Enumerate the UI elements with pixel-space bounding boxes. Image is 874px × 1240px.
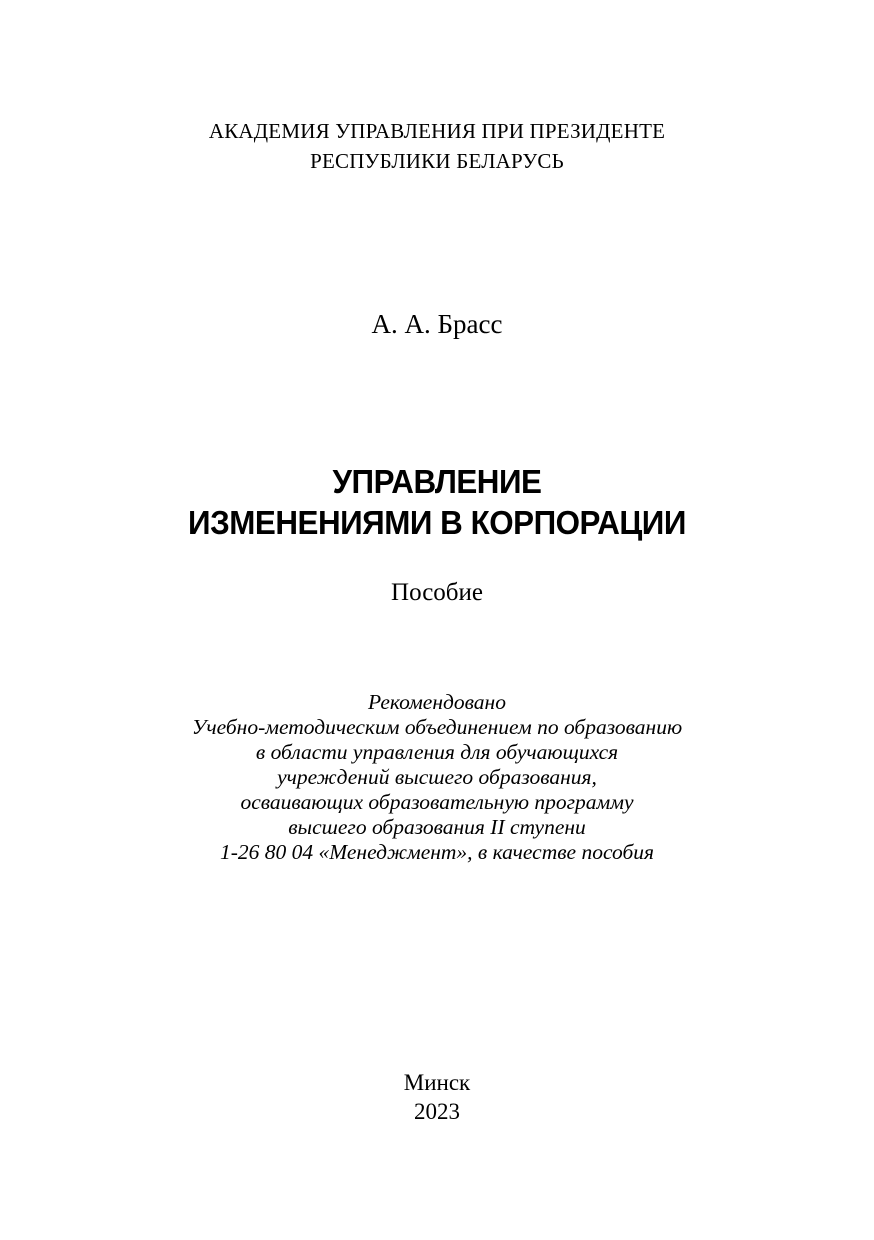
recommendation-line-3: в области управления для обучающихся xyxy=(255,740,619,764)
recommendation-line-2: Учебно-методическим объединением по образованию xyxy=(191,715,683,739)
recommendation-line-6: высшего образования II ступени xyxy=(288,815,586,839)
recommendation-line-7: 1-26 80 04 «Менеджмент», в качестве пособия xyxy=(220,840,654,864)
book-subtitle: Пособие xyxy=(391,579,483,606)
imprint-year: 2023 xyxy=(414,1099,460,1124)
book-title-line-1: УПРАВЛЕНИЕ xyxy=(332,463,542,500)
recommendation-line-4: учреждений высшего образования, xyxy=(277,765,597,789)
book-title-line-2: ИЗМЕНЕНИЯМИ В КОРПОРАЦИИ xyxy=(188,504,686,541)
author-name: А. А. Брасс xyxy=(371,309,503,339)
recommendation-line-5: осваивающих образовательную программу xyxy=(240,790,634,814)
institution-line-1: АКАДЕМИЯ УПРАВЛЕНИЯ ПРИ ПРЕЗИДЕНТЕ xyxy=(208,119,666,143)
imprint-city: Минск xyxy=(403,1070,471,1095)
recommendation-line-1: Рекомендовано xyxy=(368,690,506,714)
imprint xyxy=(0,1068,874,1126)
recommendation-note xyxy=(0,690,874,865)
book-title xyxy=(22,461,852,543)
institution-line-2: РЕСПУБЛИКИ БЕЛАРУСЬ xyxy=(310,149,564,173)
institution-header xyxy=(0,116,874,176)
